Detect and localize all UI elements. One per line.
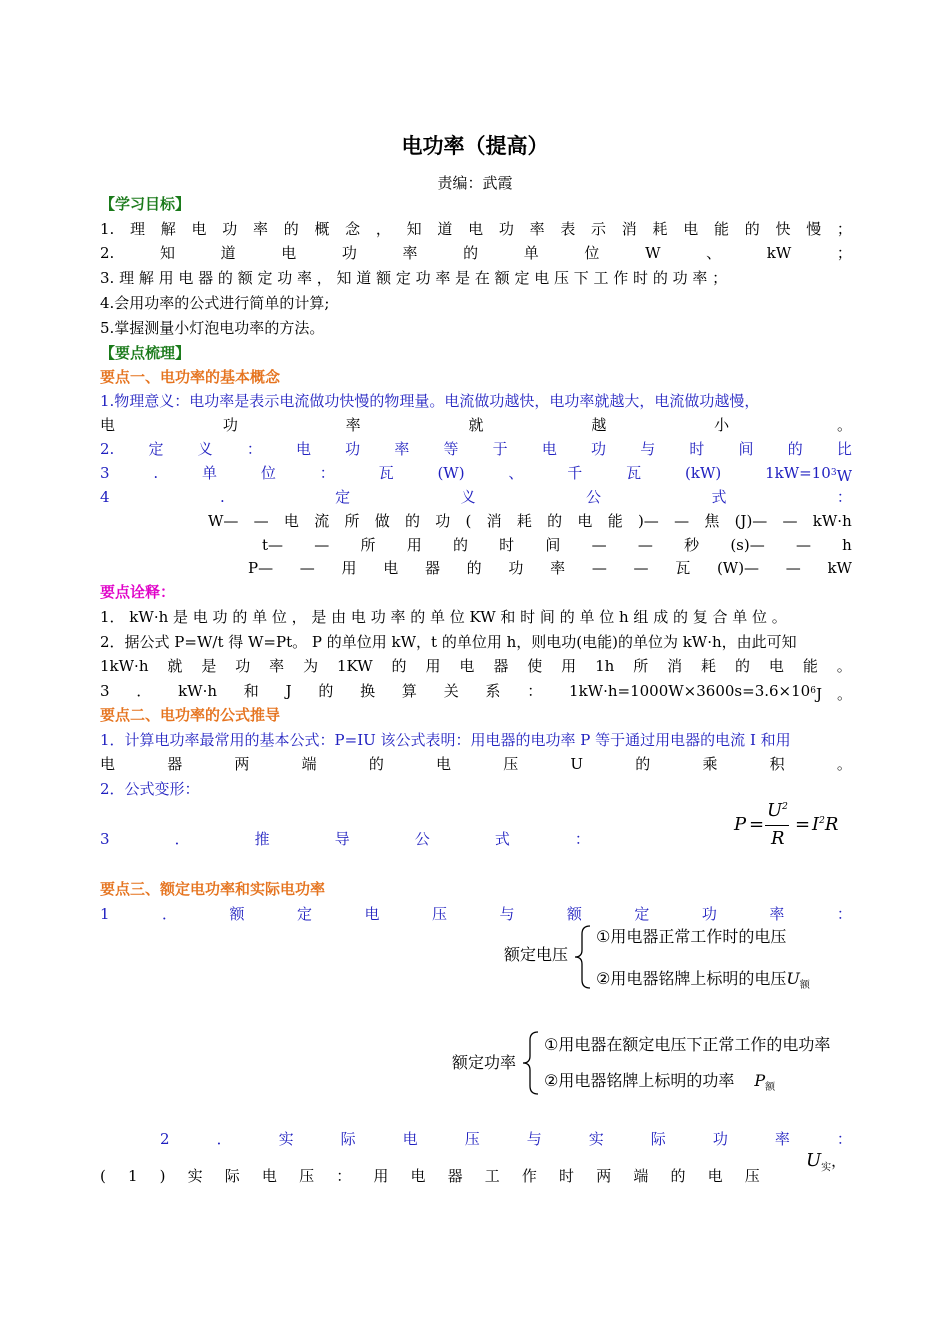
- text-token: 电: [410, 1167, 426, 1185]
- text-token: 电: [281, 244, 297, 262]
- text-token: 义: [460, 488, 476, 506]
- text-token: 率: [529, 220, 545, 238]
- point2-heading: 要点二、电功率的公式推导: [100, 706, 281, 724]
- text-token: 换: [360, 682, 376, 700]
- text-token: 电: [100, 416, 116, 434]
- text-token: 功: [341, 244, 357, 262]
- actual-voltage-symbol: $U_实$，: [806, 1150, 847, 1174]
- text-token: 能: [607, 512, 623, 530]
- text-token: 2: [160, 1130, 170, 1148]
- text-token: 的: [318, 682, 334, 700]
- point1-unit-exp: $^3$W: [830, 467, 852, 485]
- text-token: 的: [466, 559, 482, 577]
- text-token: t—: [262, 536, 284, 554]
- text-token: 的: [452, 536, 468, 554]
- text-token: 器: [424, 559, 440, 577]
- text-token: 于: [492, 440, 508, 458]
- text-token: 率: [550, 559, 566, 577]
- objective-4: 4.会用功率的公式进行简单的计算;: [100, 294, 330, 312]
- text-token: 率: [769, 905, 785, 923]
- text-token: 单: [202, 464, 218, 482]
- text-token: ：: [246, 440, 262, 458]
- text-token: 际: [340, 1130, 356, 1148]
- text-token: 定: [634, 905, 650, 923]
- note-2: 2．据公式 P=W/t 得 W=Pt。 P 的单位用 kW，t 的单位用 h，则电功(电能)的单位为 kW·h，由此可知: [100, 633, 797, 651]
- text-token: 实: [278, 1130, 294, 1148]
- text-token: ：: [836, 1130, 852, 1148]
- text-token: 所: [344, 512, 360, 530]
- note-3-items: [100, 680, 810, 705]
- text-token: ．: [216, 1130, 232, 1148]
- text-token: 功: [701, 905, 717, 923]
- text-token: 耗: [516, 512, 532, 530]
- text-token: 功: [345, 440, 361, 458]
- text-token: 电: [364, 905, 380, 923]
- text-token: 1: [100, 905, 110, 923]
- text-token: 用: [425, 657, 441, 675]
- text-token: 式: [711, 488, 727, 506]
- text-token: 知: [159, 244, 175, 262]
- text-token: .: [153, 464, 159, 482]
- text-token: 慢: [806, 220, 822, 238]
- text-token: 耗: [701, 657, 717, 675]
- text-token: (W)—: [716, 559, 760, 577]
- text-token: 电: [402, 1130, 418, 1148]
- objective-2: [100, 242, 852, 264]
- text-token: 的: [547, 512, 563, 530]
- note-1: 1． kW·h 是 电 功 的 单 位 ， 是 由 电 功 率 的 单 位 KW 和 时 间 的 单 位 h 组 成 的 复 合 单 位 。: [100, 608, 787, 626]
- text-token: 系: [485, 682, 501, 700]
- text-token: —: [633, 559, 649, 577]
- point3-actual: [160, 1128, 852, 1150]
- objective-3: 3. 理 解 用 电 器 的 额 定 功 率 ， 知 道 额 定 功 率 是 在 额 定 电 压 下 工 作 时 的 功 率 ；: [100, 269, 728, 287]
- text-token: 推: [254, 830, 270, 848]
- notes-heading: 要点诠释：: [100, 583, 176, 601]
- text-token: 、: [706, 244, 722, 262]
- text-token: 就: [468, 416, 484, 434]
- note-3: [100, 680, 852, 705]
- text-token: 压: [464, 1130, 480, 1148]
- text-token: ．: [162, 905, 178, 923]
- text-token: 和: [243, 682, 259, 700]
- text-token: 示: [591, 220, 607, 238]
- def-p: [248, 557, 852, 579]
- text-token: —: [314, 536, 330, 554]
- text-token: 小: [714, 416, 730, 434]
- text-token: 道: [437, 220, 453, 238]
- text-token: 解: [160, 220, 176, 238]
- text-token: 义: [197, 440, 213, 458]
- text-token: 定: [148, 440, 164, 458]
- text-token: ；: [836, 220, 852, 238]
- text-token: 4: [100, 488, 110, 506]
- text-token: 用: [561, 657, 577, 675]
- text-token: 电: [295, 440, 311, 458]
- text-token: 电: [283, 512, 299, 530]
- text-token: 电: [768, 657, 784, 675]
- text-token: (: [100, 1167, 106, 1185]
- text-token: 功: [235, 657, 251, 675]
- brace-icon: [520, 1030, 542, 1096]
- text-token: 算: [401, 682, 417, 700]
- power-formula: P = $U^2$ R = $I^2R$: [734, 800, 839, 849]
- text-token: (kW): [685, 464, 722, 482]
- text-token: .: [219, 488, 225, 506]
- text-token: 电: [577, 512, 593, 530]
- point1-heading: 要点一、电功率的基本概念: [100, 368, 281, 386]
- text-token: kW·h: [812, 512, 852, 530]
- text-token: 压: [431, 905, 447, 923]
- point2-variant: 2．公式变形：: [100, 780, 200, 798]
- text-token: 做: [374, 512, 390, 530]
- text-token: 。: [836, 416, 852, 434]
- text-token: —: [299, 559, 315, 577]
- text-token: 瓦: [675, 559, 691, 577]
- text-token: (s)—: [730, 536, 765, 554]
- text-token: 端: [633, 1167, 649, 1185]
- text-token: —: [591, 559, 607, 577]
- text-token: 际: [224, 1167, 240, 1185]
- text-token: 实: [588, 1130, 604, 1148]
- text-token: 额: [566, 905, 582, 923]
- text-token: 率: [252, 220, 268, 238]
- text-token: 3: [100, 830, 110, 848]
- text-token: 电: [707, 1167, 723, 1185]
- rated-power-block: [452, 1028, 852, 1100]
- text-token: 率: [394, 440, 410, 458]
- text-token: 位: [584, 244, 600, 262]
- text-token: 作: [521, 1167, 537, 1185]
- text-token: 消: [486, 512, 502, 530]
- text-token: 两: [596, 1167, 612, 1185]
- text-token: —: [782, 512, 798, 530]
- rated-power-label: 额定功率: [452, 1053, 517, 1072]
- text-token: kW: [827, 559, 852, 577]
- text-token: 秒: [684, 536, 700, 554]
- text-token: 电: [459, 657, 475, 675]
- brace-icon: [572, 924, 594, 990]
- objective-5: 5.掌握测量小灯泡电功率的方法。: [100, 319, 325, 337]
- text-token: 用: [373, 1167, 389, 1185]
- text-token: 压: [503, 755, 519, 773]
- note-2-cont: [100, 655, 852, 677]
- text-token: 电: [683, 220, 699, 238]
- rated-power-item2: ②用电器铭牌上标明的功率 $P_额$: [544, 1071, 776, 1094]
- text-token: 的: [670, 1167, 686, 1185]
- text-token: 能: [802, 657, 818, 675]
- text-token: (J)—: [734, 512, 768, 530]
- text-token: )—: [637, 512, 659, 530]
- text-token: 快: [775, 220, 791, 238]
- rated-voltage-item1: ①用电器正常工作时的电压: [596, 927, 787, 946]
- text-token: 比: [836, 440, 852, 458]
- text-token: 与: [499, 905, 515, 923]
- text-token: (W): [437, 464, 465, 482]
- text-token: P—: [248, 559, 274, 577]
- text-token: 功: [712, 1130, 728, 1148]
- text-token: 额: [229, 905, 245, 923]
- text-token: 、: [508, 464, 524, 482]
- point3-actual-voltage: [100, 1165, 760, 1187]
- editor-line: 责编：武霞: [437, 174, 513, 192]
- text-token: 1.: [100, 220, 115, 238]
- text-token: 瓦: [626, 464, 642, 482]
- point3-heading: 要点三、额定电功率和实际电功率: [100, 880, 326, 898]
- point1-meaning: [100, 390, 852, 412]
- text-token: 道: [220, 244, 236, 262]
- text-token: 1kW=10: [765, 464, 831, 482]
- text-token: 越: [591, 416, 607, 434]
- text-token: 流: [314, 512, 330, 530]
- text-token: 知: [406, 220, 422, 238]
- point1-unit-items: [100, 462, 831, 487]
- text-token: 式: [494, 830, 510, 848]
- text-token: —: [795, 536, 811, 554]
- text-token: 消: [621, 220, 637, 238]
- text-token: 导: [334, 830, 350, 848]
- text-token: 1kW·h=1000W×3600s=3.6×10: [569, 682, 811, 700]
- text-token: 2.: [100, 244, 115, 262]
- text-token: W—: [208, 512, 239, 530]
- text-token: 电: [100, 755, 116, 773]
- text-token: 与: [640, 440, 656, 458]
- text-token: 等: [443, 440, 459, 458]
- text-token: 耗: [652, 220, 668, 238]
- text-token: 用: [341, 559, 357, 577]
- text-token: 关: [443, 682, 459, 700]
- text-token: ．: [174, 830, 190, 848]
- text-token: 为: [303, 657, 319, 675]
- text-token: kW: [766, 244, 792, 262]
- text-token: 电: [191, 220, 207, 238]
- rated-voltage-item2: ②用电器铭牌上标明的电压$U_额$: [596, 969, 810, 992]
- text-token: 的: [463, 244, 479, 262]
- summary-heading: 【要点梳理】: [100, 344, 191, 362]
- text-token: ：: [574, 830, 590, 848]
- text-token: 单: [523, 244, 539, 262]
- text-token: 1kW·h: [100, 657, 149, 675]
- text-token: ：: [319, 464, 335, 482]
- text-token: 2.: [100, 440, 115, 458]
- text-token: 实: [187, 1167, 203, 1185]
- text-token: 的: [283, 220, 299, 238]
- text-token: ，: [375, 220, 391, 238]
- point1-meaning-cont: [100, 414, 852, 436]
- text-token: ．: [136, 682, 152, 700]
- text-token: 3: [100, 682, 110, 700]
- text-token: 能: [713, 220, 729, 238]
- objective-1: [100, 218, 852, 240]
- text-token: 是: [201, 657, 217, 675]
- text-token: 1KW: [337, 657, 373, 675]
- text-token: 消: [667, 657, 683, 675]
- text-token: ：: [336, 1167, 352, 1185]
- text-token: 时: [499, 536, 515, 554]
- text-token: 与: [526, 1130, 542, 1148]
- text-token: 器: [493, 657, 509, 675]
- text-token: ：: [836, 905, 852, 923]
- text-token: 功: [591, 440, 607, 458]
- rated-power-item1: ①用电器在额定电压下正常工作的电功率: [544, 1035, 831, 1054]
- text-token: 的: [368, 755, 384, 773]
- text-token: h: [842, 536, 852, 554]
- text-token: 电: [436, 755, 452, 773]
- text-token: 电: [541, 440, 557, 458]
- text-token: 功: [222, 220, 238, 238]
- text-token: 使: [527, 657, 543, 675]
- text-token: J: [285, 682, 292, 700]
- text-token: 就: [167, 657, 183, 675]
- point2-basic: 1．计算电功率最常用的基本公式：P=IU 该公式表明：用电器的电功率 P 等于通过用电器的电流 I 和用: [100, 731, 791, 749]
- text-token: 功: [222, 416, 238, 434]
- text-token: U: [570, 755, 584, 773]
- text-token: 器: [167, 755, 183, 773]
- text-token: (: [465, 512, 472, 530]
- text-token: 端: [301, 755, 317, 773]
- text-token: 定: [335, 488, 351, 506]
- text-token: 时: [689, 440, 705, 458]
- text-token: 表: [560, 220, 576, 238]
- text-token: 3: [100, 464, 110, 482]
- text-token: 电: [468, 220, 484, 238]
- text-token: 间: [545, 536, 561, 554]
- text-token: 器: [447, 1167, 463, 1185]
- text-token: 公: [414, 830, 430, 848]
- text-token: 公: [586, 488, 602, 506]
- point1-unit: [100, 462, 852, 487]
- text-token: ：: [527, 682, 543, 700]
- text-token: 所: [360, 536, 376, 554]
- text-token: 千: [567, 464, 583, 482]
- objectives-heading: 【学习目标】: [100, 195, 191, 213]
- text-token: 率: [774, 1130, 790, 1148]
- text-token: 电: [383, 559, 399, 577]
- text-token: 用: [406, 536, 422, 554]
- text-token: 的: [635, 755, 651, 773]
- note-3-exp: $^6$J 。: [810, 685, 852, 703]
- text-token: 乘: [702, 755, 718, 773]
- point1-definition: [100, 438, 852, 460]
- text-token: 功: [498, 220, 514, 238]
- text-token: 的: [404, 512, 420, 530]
- text-token: 所: [633, 657, 649, 675]
- point2-derive: [100, 828, 590, 850]
- point1-formula-label: [100, 486, 852, 508]
- text-token: 定: [296, 905, 312, 923]
- text-token: 1h: [595, 657, 615, 675]
- text-token: 电: [261, 1167, 277, 1185]
- text-token: 压: [744, 1167, 760, 1185]
- text-token: 瓦: [378, 464, 394, 482]
- text-token: 工: [484, 1167, 500, 1185]
- text-token: —: [591, 536, 607, 554]
- text-token: 率: [269, 657, 285, 675]
- text-token: 。: [836, 657, 852, 675]
- text-token: —: [674, 512, 690, 530]
- text-token: W: [645, 244, 661, 262]
- text-token: 时: [559, 1167, 575, 1185]
- text-token: 的: [744, 220, 760, 238]
- text-token: 焦: [704, 512, 720, 530]
- text-token: 理: [130, 220, 146, 238]
- point1-meaning-text: 1.物理意义：电功率是表示电流做功快慢的物理量。电流做功越快，电功率就越大，电流做功越慢，: [100, 392, 760, 410]
- text-token: 功: [435, 512, 451, 530]
- text-token: 率: [345, 416, 361, 434]
- text-token: 两: [234, 755, 250, 773]
- text-token: ；: [836, 244, 852, 262]
- text-token: —: [785, 559, 801, 577]
- text-token: 的: [787, 440, 803, 458]
- text-token: 压: [299, 1167, 315, 1185]
- text-token: 1: [127, 1167, 138, 1185]
- text-token: kW·h: [178, 682, 218, 700]
- text-token: 率: [402, 244, 418, 262]
- text-token: ：: [836, 488, 852, 506]
- text-token: 的: [391, 657, 407, 675]
- rated-voltage-block: [504, 922, 844, 994]
- text-token: ): [159, 1167, 166, 1185]
- text-token: 念: [345, 220, 361, 238]
- def-w: [208, 510, 852, 532]
- text-token: —: [637, 536, 653, 554]
- text-token: 概: [314, 220, 330, 238]
- text-token: 。: [836, 755, 852, 773]
- rated-voltage-label: 额定电压: [504, 945, 569, 964]
- text-token: 位: [260, 464, 276, 482]
- def-t: [262, 534, 852, 556]
- text-token: —: [253, 512, 269, 530]
- text-token: 积: [769, 755, 785, 773]
- point2-basic-cont: [100, 753, 852, 775]
- text-token: 间: [738, 440, 754, 458]
- page-title: 电功率（提高）: [401, 133, 549, 158]
- text-token: 功: [508, 559, 524, 577]
- text-token: 际: [650, 1130, 666, 1148]
- text-token: 的: [734, 657, 750, 675]
